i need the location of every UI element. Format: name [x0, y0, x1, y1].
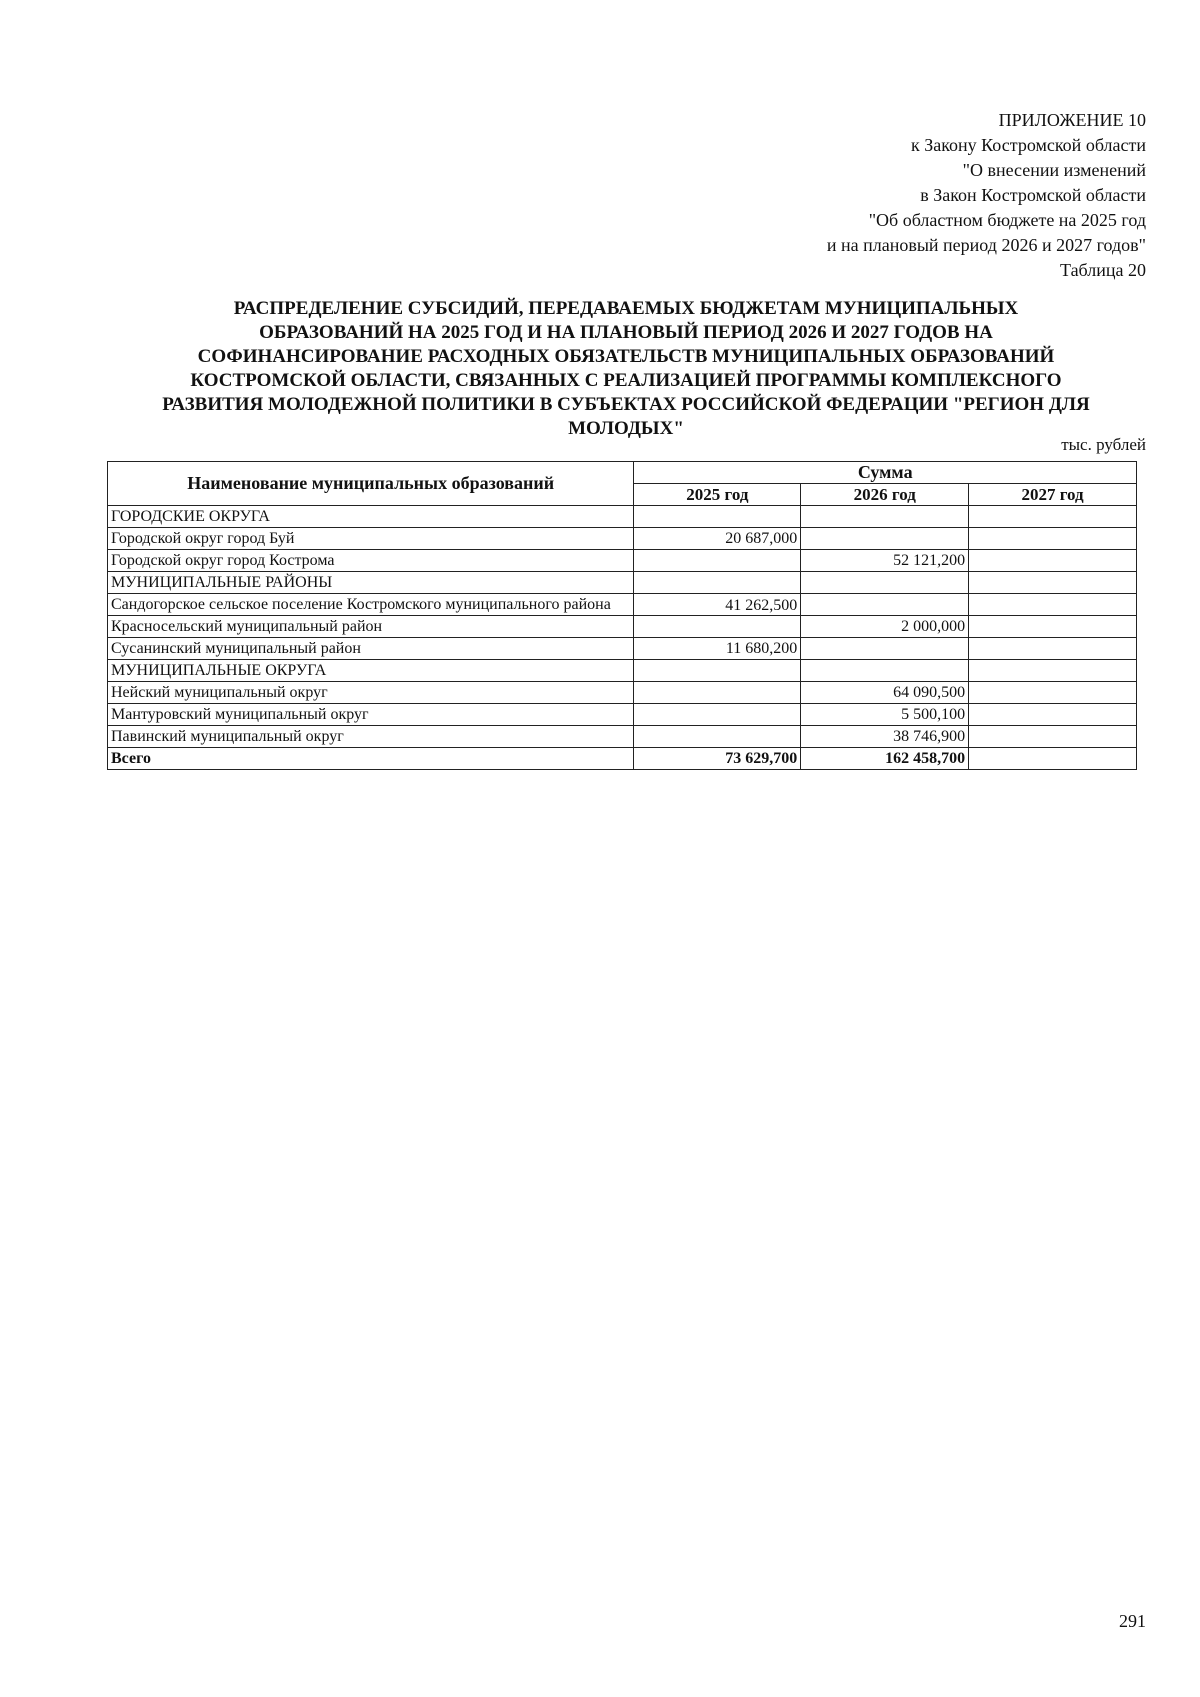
table-row-total [108, 748, 1137, 770]
table-row [108, 550, 1137, 572]
row-value-2025 [634, 550, 801, 572]
row-value-2026: 38 746,900 [801, 726, 969, 748]
row-value-2027 [969, 660, 1137, 682]
table-row [108, 726, 1137, 748]
row-value-2025 [634, 660, 801, 682]
row-value-2025 [634, 616, 801, 638]
row-value-2027 [969, 704, 1137, 726]
header-year-2025: 2025 год [634, 484, 801, 506]
row-name: Городской округ город Буй [108, 528, 634, 550]
appendix-line: "Об областном бюджете на 2025 год [868, 210, 1146, 230]
document-title [108, 297, 1144, 441]
title-line: КОСТРОМСКОЙ ОБЛАСТИ, СВЯЗАННЫХ С РЕАЛИЗАЦИЕЙ ПРОГРАММЫ КОМПЛЕКСНОГО [190, 370, 1062, 391]
table-row [108, 682, 1137, 704]
row-value-2026: 5 500,100 [801, 704, 969, 726]
row-value-2026 [801, 594, 969, 616]
table-row [108, 594, 1137, 616]
row-name: Красносельский муниципальный район [108, 616, 634, 638]
header-sum: Сумма [634, 462, 1137, 484]
row-value-2026: 2 000,000 [801, 616, 969, 638]
title-line: РАСПРЕДЕЛЕНИЕ СУБСИДИЙ, ПЕРЕДАВАЕМЫХ БЮДЖЕТАМ МУНИЦИПАЛЬНЫХ [233, 298, 1019, 319]
total-value-2026: 162 458,700 [801, 748, 969, 770]
header-year-2027: 2027 год [969, 484, 1137, 506]
row-value-2025 [634, 572, 801, 594]
total-value-2025: 73 629,700 [634, 748, 801, 770]
page-number: 291 [1119, 1611, 1146, 1631]
appendix-line: в Закон Костромской области [920, 185, 1146, 205]
appendix-header [446, 108, 1146, 283]
table-row [108, 638, 1137, 660]
row-value-2025 [634, 506, 801, 528]
row-value-2027 [969, 616, 1137, 638]
row-value-2025 [634, 726, 801, 748]
row-name: Павинский муниципальный округ [108, 726, 634, 748]
row-value-2025: 20 687,000 [634, 528, 801, 550]
row-value-2027 [969, 528, 1137, 550]
table-row-section [108, 660, 1137, 682]
units-label: тыс. рублей [1061, 435, 1146, 454]
table-header-row [108, 462, 1137, 484]
table-row [108, 616, 1137, 638]
header-municipality-name: Наименование муниципальных образований [108, 462, 634, 506]
row-value-2027 [969, 572, 1137, 594]
title-line: МОЛОДЫХ" [568, 418, 684, 439]
title-line: РАЗВИТИЯ МОЛОДЕЖНОЙ ПОЛИТИКИ В СУБЪЕКТАХ РОССИЙСКОЙ ФЕДЕРАЦИИ "РЕГИОН ДЛЯ [162, 394, 1090, 415]
row-name: Сандогорское сельское поселение Костромского муниципального района [108, 594, 634, 616]
row-name: МУНИЦИПАЛЬНЫЕ ОКРУГА [108, 660, 634, 682]
table-row [108, 704, 1137, 726]
subsidy-table [107, 461, 1137, 770]
table-number: Таблица 20 [1060, 260, 1146, 280]
row-value-2027 [969, 638, 1137, 660]
total-value-2027 [969, 748, 1137, 770]
row-name: Мантуровский муниципальный округ [108, 704, 634, 726]
row-value-2026 [801, 572, 969, 594]
row-value-2027 [969, 594, 1137, 616]
row-name: Сусанинский муниципальный район [108, 638, 634, 660]
title-line: СОФИНАНСИРОВАНИЕ РАСХОДНЫХ ОБЯЗАТЕЛЬСТВ МУНИЦИПАЛЬНЫХ ОБРАЗОВАНИЙ [197, 346, 1055, 367]
table-row-section [108, 506, 1137, 528]
row-value-2025 [634, 682, 801, 704]
table-row [108, 528, 1137, 550]
row-name: ГОРОДСКИЕ ОКРУГА [108, 506, 634, 528]
row-value-2025 [634, 704, 801, 726]
row-value-2026: 64 090,500 [801, 682, 969, 704]
row-value-2027 [969, 550, 1137, 572]
row-value-2026 [801, 528, 969, 550]
row-name: МУНИЦИПАЛЬНЫЕ РАЙОНЫ [108, 572, 634, 594]
row-value-2026 [801, 506, 969, 528]
title-line: ОБРАЗОВАНИЙ НА 2025 ГОД И НА ПЛАНОВЫЙ ПЕРИОД 2026 И 2027 ГОДОВ НА [259, 322, 993, 343]
appendix-line: и на плановый период 2026 и 2027 годов" [826, 235, 1146, 255]
row-name: Городской округ город Кострома [108, 550, 634, 572]
row-value-2026 [801, 660, 969, 682]
row-value-2027 [969, 726, 1137, 748]
row-value-2025: 11 680,200 [634, 638, 801, 660]
appendix-line: ПРИЛОЖЕНИЕ 10 [998, 110, 1146, 130]
appendix-line: к Закону Костромской области [910, 135, 1146, 155]
row-name: Нейский муниципальный округ [108, 682, 634, 704]
table-row-section [108, 572, 1137, 594]
row-value-2027 [969, 506, 1137, 528]
row-value-2025: 41 262,500 [634, 594, 801, 616]
total-label: Всего [108, 748, 634, 770]
appendix-line: "О внесении изменений [962, 160, 1146, 180]
header-year-2026: 2026 год [801, 484, 969, 506]
row-value-2026: 52 121,200 [801, 550, 969, 572]
row-value-2026 [801, 638, 969, 660]
row-value-2027 [969, 682, 1137, 704]
